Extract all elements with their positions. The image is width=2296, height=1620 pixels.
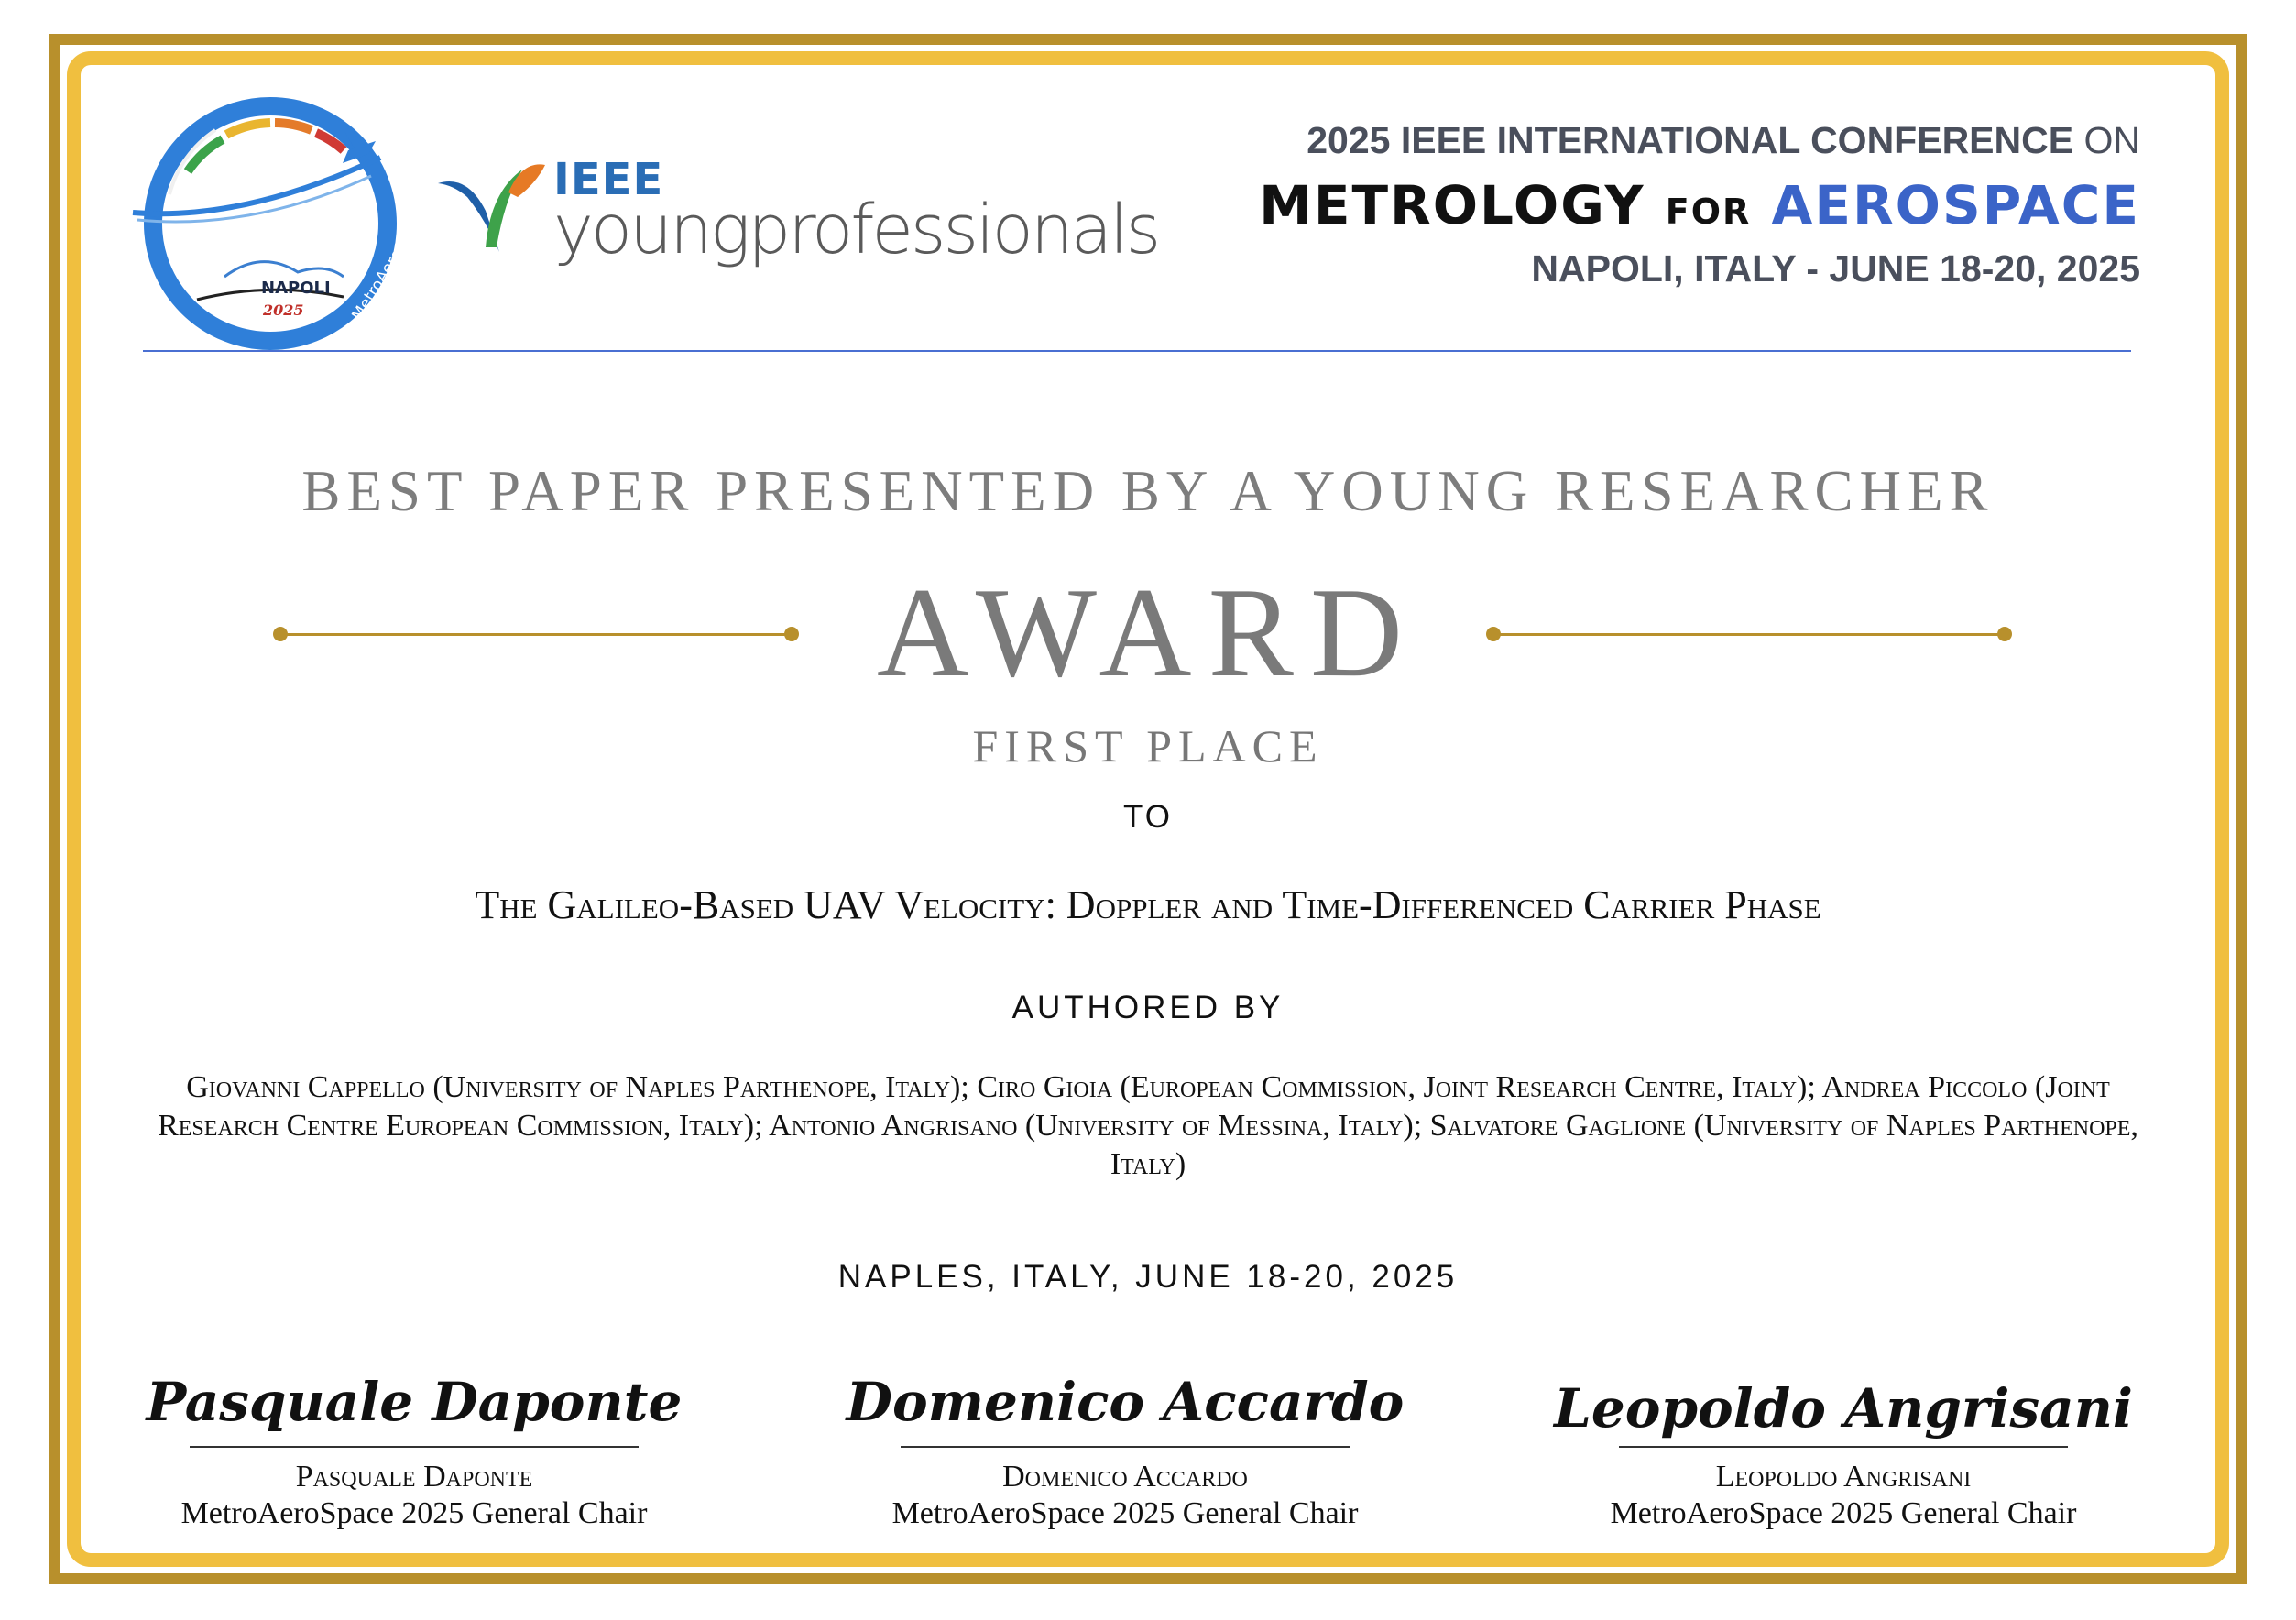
signature-line: [190, 1446, 639, 1448]
conference-name-line: [1307, 119, 2140, 162]
award-to-label: TO: [1123, 799, 1173, 835]
young-professionals-leaf-icon: [431, 156, 550, 257]
award-title: AWARD: [876, 562, 1420, 704]
signature-angrisani: Leopoldo Angrisani: [1554, 1377, 2133, 1439]
signature-daponte: Pasquale Daponte: [146, 1371, 683, 1433]
award-place: FIRST PLACE: [972, 720, 1324, 772]
signatory-role: MetroAeroSpace 2025 General Chair: [180, 1496, 648, 1530]
signatory-role: MetroAeroSpace 2025 General Chair: [891, 1496, 1359, 1530]
logo-brand-text: MetroAeroSpace: [348, 205, 432, 324]
authored-by-label: AUTHORED BY: [1011, 990, 1285, 1025]
conference-name-prefix: 2025 IEEE INTERNATIONAL CONFERENCE: [1307, 119, 2074, 161]
young-professionals-wordmark: [553, 191, 1158, 269]
award-place-date: NAPLES, ITALY, JUNE 18-20, 2025: [837, 1259, 1459, 1295]
signatory-role: MetroAeroSpace 2025 General Chair: [1610, 1496, 2077, 1530]
young-word: young: [553, 191, 749, 269]
conference-name-suffix: ON: [2083, 119, 2140, 161]
metroaerospace-logo: [115, 84, 432, 350]
conference-topic-line: [1259, 174, 2140, 236]
signatory-name: Domenico Accardo: [1002, 1460, 1248, 1494]
award-category: BEST PAPER PRESENTED BY A YOUNG RESEARCHER: [301, 459, 1995, 523]
conference-metrology-word: METROLOGY: [1259, 174, 1645, 236]
signatory-name: Leopoldo Angrisani: [1715, 1460, 1972, 1494]
authors-list: Giovanni Cappello (University of Naples Parthenope, Italy); Ciro Gioia (European Commission, Joint Research Centre, Italy); Andrea Piccolo (Joint Research Centre European Commission, Italy); Antonio Angrisano (University of Messina, Italy); Salvatore Gaglione (University of Naples Parthenope, Italy): [158, 1070, 2138, 1181]
conference-location-dates: NAPOLI, ITALY - JUNE 18-20, 2025: [1531, 247, 2140, 290]
right-ornament-line: [1493, 633, 2003, 636]
logo-city-text: NAPOLI: [261, 279, 331, 298]
conference-aerospace-word: AEROSPACE: [1771, 174, 2140, 236]
logo-year-text: 2025: [263, 301, 304, 319]
signature-block-daponte: [84, 1365, 744, 1532]
signature-accardo: Domenico Accardo: [846, 1371, 1405, 1433]
conference-for-word: FOR: [1665, 192, 1752, 232]
signature-block-accardo: [795, 1365, 1455, 1532]
professionals-word: professionals: [748, 191, 1159, 269]
signatory-name: Pasquale Daponte: [295, 1460, 533, 1494]
signature-block-angrisani: [1514, 1365, 2173, 1532]
paper-title: The Galileo-Based UAV Velocity: Doppler and Time-Differenced Carrier Phase: [475, 882, 1821, 927]
signature-line: [901, 1446, 1350, 1448]
signature-line: [1619, 1446, 2068, 1448]
right-ornament-dot-outer: [1997, 627, 2012, 641]
header-divider: [143, 350, 2131, 352]
ieee-wordmark: IEEE: [553, 154, 664, 205]
